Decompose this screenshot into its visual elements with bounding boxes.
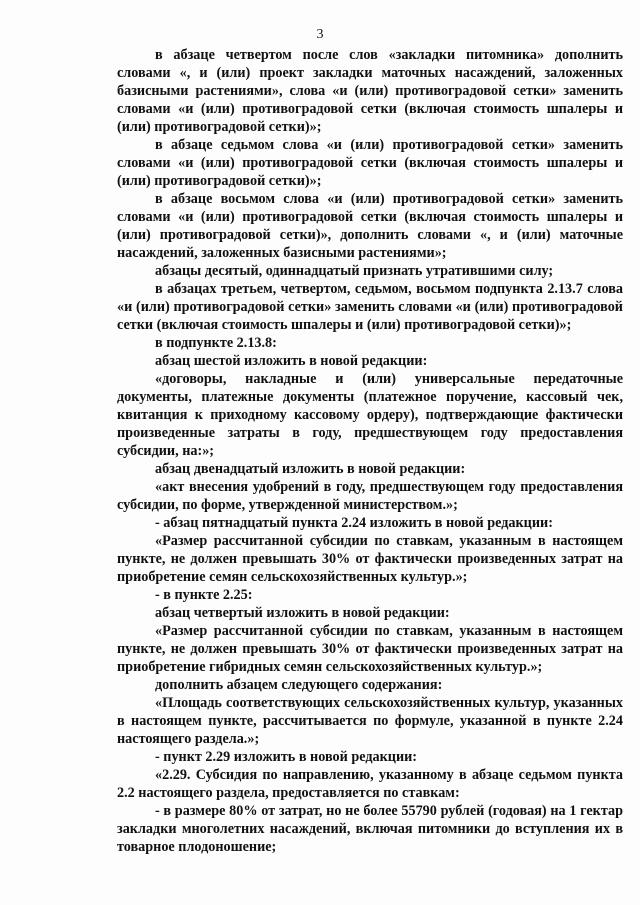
paragraph: в абзаце четвертом после слов «закладки питомника» дополнить словами «, и (или) проект закладки маточных насаждений, заложенных базисными растениями», слова «и (или) противоградовой сетки» заменить словами «и (или) противоградовой сетки (включая стоимость шпалеры и (или) противоградовой сетки)»; [117, 47, 623, 135]
paragraph: дополнить абзацем следующего содержания: [155, 677, 443, 693]
paragraph: - абзац пятнадцатый пункта 2.24 изложить в новой редакции: [155, 515, 553, 531]
paragraph: в абзаце восьмом слова «и (или) противоградовой сетки» заменить словами «и (или) противоградовой сетки (включая стоимость шпалеры и (или) противоградовой сетки)», дополнить словами «, и (или) маточные насаждений, заложенных базисными растениями»; [117, 191, 623, 261]
paragraph: «2.29. Субсидия по направлению, указанному в абзаце седьмом пункта 2.2 настоящего раздела, предоставляется по ставкам: [117, 767, 623, 801]
paragraph: «акт внесения удобрений в году, предшествующем году предоставления субсидии, по форме, утвержденной министерством.»; [117, 479, 623, 513]
paragraph: в абзацах третьем, четвертом, седьмом, восьмом подпункта 2.13.7 слова «и (или) противоградовой сетки» заменить словами «и (или) противоградовой сетки (включая стоимость шпалеры и (или) противоградовой сетки)»; [117, 281, 623, 333]
paragraph: «Размер рассчитанной субсидии по ставкам, указанным в настоящем пункте, не должен превышать 30% от фактически произведенных затрат на приобретение семян сельскохозяйственных культур.»; [117, 533, 623, 585]
paragraph: абзацы десятый, одиннадцатый признать утратившими силу; [155, 263, 554, 279]
paragraph: абзац четвертый изложить в новой редакции: [155, 605, 450, 621]
paragraph: - в пункте 2.25: [155, 587, 253, 603]
paragraph: в абзаце седьмом слова «и (или) противоградовой сетки» заменить словами «и (или) противоградовой сетки (включая стоимость шпалеры и (или) противоградовой сетки)»; [117, 137, 623, 189]
paragraph: - в размере 80% от затрат, но не более 55790 рублей (годовая) на 1 гектар закладки многолетних насаждений, включая питомники до вступления их в товарное плодоношение; [117, 803, 623, 855]
paragraph: «договоры, накладные и (или) универсальные передаточные документы, платежные документы (платежное поручение, кассовый чек, квитанция к приходному кассовому ордеру), подтверждающие фактически произведенные затраты в году, предшествующем году предоставления субсидии, на:»; [117, 371, 623, 459]
paragraph: в подпункте 2.13.8: [155, 335, 277, 351]
paragraph: абзац шестой изложить в новой редакции: [155, 353, 428, 369]
paragraph: абзац двенадцатый изложить в новой редакции: [155, 461, 466, 477]
page-number: 3 [316, 27, 324, 42]
paragraph: - пункт 2.29 изложить в новой редакции: [155, 749, 418, 765]
document-body [117, 46, 623, 856]
paragraph: «Размер рассчитанной субсидии по ставкам, указанным в настоящем пункте, не должен превышать 30% от фактически произведенных затрат на приобретение гибридных семян сельскохозяйственных культур.»; [117, 623, 623, 675]
paragraph: «Площадь соответствующих сельскохозяйственных культур, указанных в настоящем пункте, рассчитывается по формуле, указанной в пункте 2.24 настоящего раздела.»; [117, 695, 623, 747]
